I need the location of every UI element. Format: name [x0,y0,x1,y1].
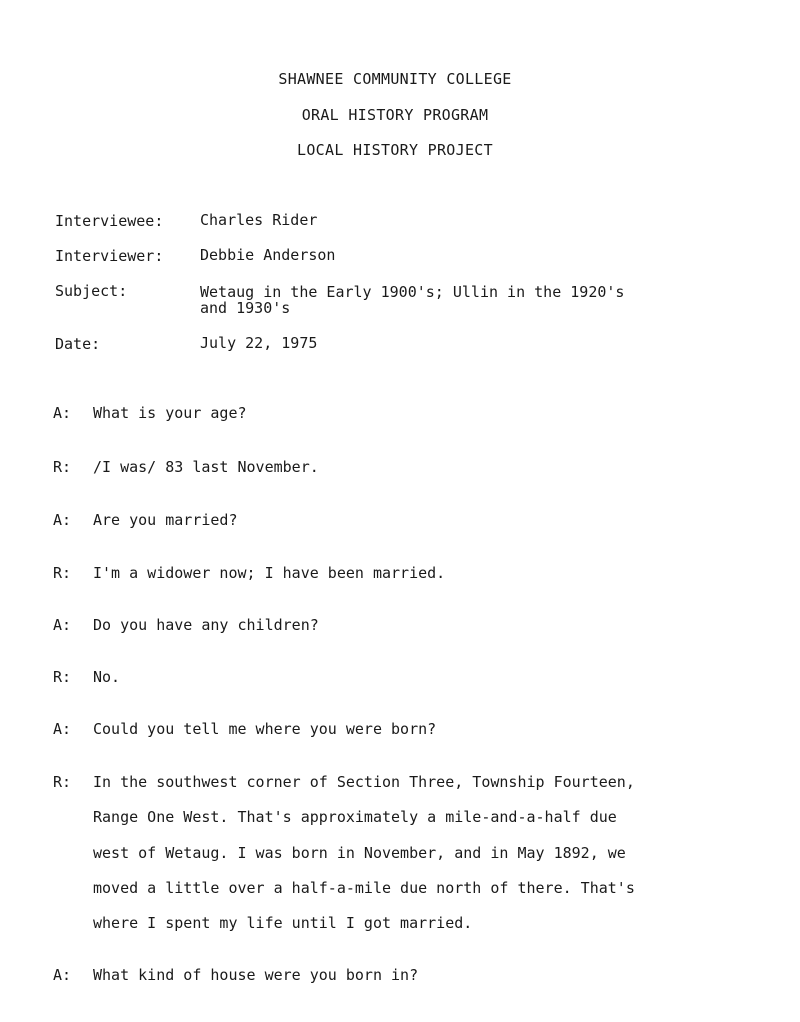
speaker-label: R: [53,458,72,476]
speaker-label: A: [53,404,72,422]
interviewee-name: Charles Rider [200,211,318,229]
speaker-label: A: [53,616,72,634]
subject-label: Subject: [55,282,128,300]
speaker-label: A: [53,511,72,529]
date-label: Date: [55,335,101,353]
subject-line-2: and 1930's [200,299,291,317]
interviewer-label: Interviewer: [55,247,164,265]
transcript-line: In the southwest corner of Section Three, Township Fourteen, [93,773,635,791]
speaker-label: R: [53,564,72,582]
subject-line-1: Wetaug in the Early 1900's; Ullin in the 1920's [200,283,625,301]
interviewer-name: Debbie Anderson [200,246,336,264]
speaker-label: R: [53,773,72,791]
transcript-line: Do you have any children? [93,616,319,634]
college-title: SHAWNEE COMMUNITY COLLEGE [278,70,512,88]
interviewee-label: Interviewee: [55,212,164,230]
transcript-continuation: where I spent my life until I got married. [93,914,473,932]
transcript-line: /I was/ 83 last November. [93,458,319,476]
speaker-label: R: [53,668,72,686]
project-title: LOCAL HISTORY PROJECT [297,141,493,159]
transcript-line: Are you married? [93,511,238,529]
transcript-line: What is your age? [93,404,247,422]
transcript-continuation: Range One West. That's approximately a mile-and-a-half due [93,808,617,826]
transcript-line: Could you tell me where you were born? [93,720,437,738]
interview-date: July 22, 1975 [200,334,318,352]
transcript-line: No. [93,668,121,686]
transcript-line: I'm a widower now; I have been married. [93,564,446,582]
transcript-line: What kind of house were you born in? [93,966,419,984]
program-title: ORAL HISTORY PROGRAM [301,106,489,124]
transcript-continuation: moved a little over a half-a-mile due north of there. That's [93,879,635,897]
speaker-label: A: [53,966,72,984]
speaker-label: A: [53,720,72,738]
transcript-continuation: west of Wetaug. I was born in November, and in May 1892, we [93,844,626,862]
